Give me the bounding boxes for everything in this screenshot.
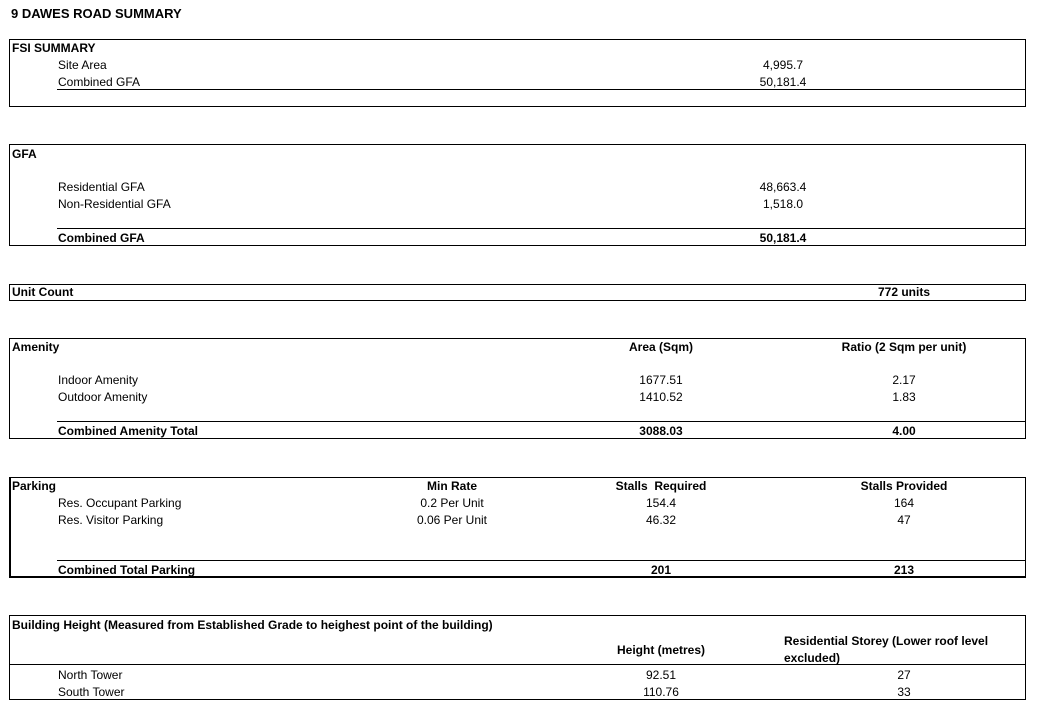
parking-visitor-required: 46.32 — [645, 513, 677, 527]
amenity-total-divider — [57, 421, 1026, 422]
height-south-tower-storey: 33 — [897, 685, 911, 699]
unit-count-heading: Unit Count — [12, 285, 74, 299]
parking-occupant-provided: 164 — [893, 496, 915, 510]
building-height-heading: Building Height (Measured from Established Grade to heighest point of the building) — [12, 618, 493, 632]
parking-col-provided: Stalls Provided — [860, 479, 948, 493]
amenity-outdoor-area: 1410.52 — [639, 390, 683, 404]
fsi-combined-gfa-label: Combined GFA — [58, 75, 141, 89]
parking-occupant-rate: 0.2 Per Unit — [420, 496, 484, 510]
page-title: 9 DAWES ROAD SUMMARY — [11, 6, 182, 21]
height-col-storey-line2: excluded) — [784, 651, 841, 665]
fsi-site-area-value: 4,995.7 — [762, 58, 804, 72]
parking-visitor-provided: 47 — [897, 513, 911, 527]
parking-heading: Parking — [12, 479, 57, 493]
parking-total-divider — [57, 560, 1026, 561]
gfa-non-residential-label: Non-Residential GFA — [58, 197, 171, 211]
height-south-tower-label: South Tower — [58, 685, 125, 699]
parking-occupant-label: Res. Occupant Parking — [58, 496, 182, 510]
height-north-tower-storey: 27 — [897, 668, 911, 682]
amenity-outdoor-label: Outdoor Amenity — [58, 390, 148, 404]
height-col-metres: Height (metres) — [616, 643, 706, 657]
height-north-tower-label: North Tower — [58, 668, 123, 682]
amenity-indoor-label: Indoor Amenity — [58, 373, 139, 387]
parking-total-provided: 213 — [893, 563, 915, 577]
gfa-residential-label: Residential GFA — [58, 180, 145, 194]
height-col-storey-line1: Residential Storey (Lower roof level — [784, 634, 989, 648]
parking-total-label: Combined Total Parking — [58, 563, 196, 577]
height-header-divider — [9, 664, 1026, 665]
fsi-site-area-label: Site Area — [58, 58, 107, 72]
gfa-heading: GFA — [12, 147, 37, 161]
fsi-divider — [57, 89, 1026, 90]
amenity-heading: Amenity — [12, 340, 60, 354]
parking-visitor-rate: 0.06 Per Unit — [416, 513, 488, 527]
unit-count-value: 772 units — [877, 285, 931, 299]
amenity-col-area: Area (Sqm) — [628, 340, 694, 354]
gfa-total-divider — [57, 228, 1026, 229]
amenity-col-ratio: Ratio (2 Sqm per unit) — [841, 340, 967, 354]
height-north-tower-value: 92.51 — [645, 668, 677, 682]
gfa-section — [9, 144, 1026, 246]
amenity-total-area: 3088.03 — [639, 424, 683, 438]
parking-total-required: 201 — [650, 563, 672, 577]
gfa-total-value: 50,181.4 — [759, 231, 807, 245]
amenity-total-ratio: 4.00 — [892, 424, 916, 438]
parking-col-rate: Min Rate — [426, 479, 478, 493]
amenity-total-label: Combined Amenity Total — [58, 424, 199, 438]
amenity-indoor-ratio: 2.17 — [892, 373, 916, 387]
amenity-outdoor-ratio: 1.83 — [892, 390, 916, 404]
gfa-residential-value: 48,663.4 — [759, 180, 807, 194]
gfa-non-residential-value: 1,518.0 — [762, 197, 804, 211]
height-south-tower-value: 110.76 — [643, 685, 679, 699]
unit-count-section — [9, 284, 1026, 301]
parking-col-required: Stalls Required — [615, 479, 707, 493]
fsi-combined-gfa-value: 50,181.4 — [759, 75, 807, 89]
parking-occupant-required: 154.4 — [645, 496, 677, 510]
fsi-summary-section — [9, 39, 1026, 107]
fsi-heading: FSI SUMMARY — [12, 41, 96, 55]
gfa-total-label: Combined GFA — [58, 231, 145, 245]
parking-visitor-label: Res. Visitor Parking — [58, 513, 164, 527]
amenity-indoor-area: 1677.51 — [639, 373, 683, 387]
